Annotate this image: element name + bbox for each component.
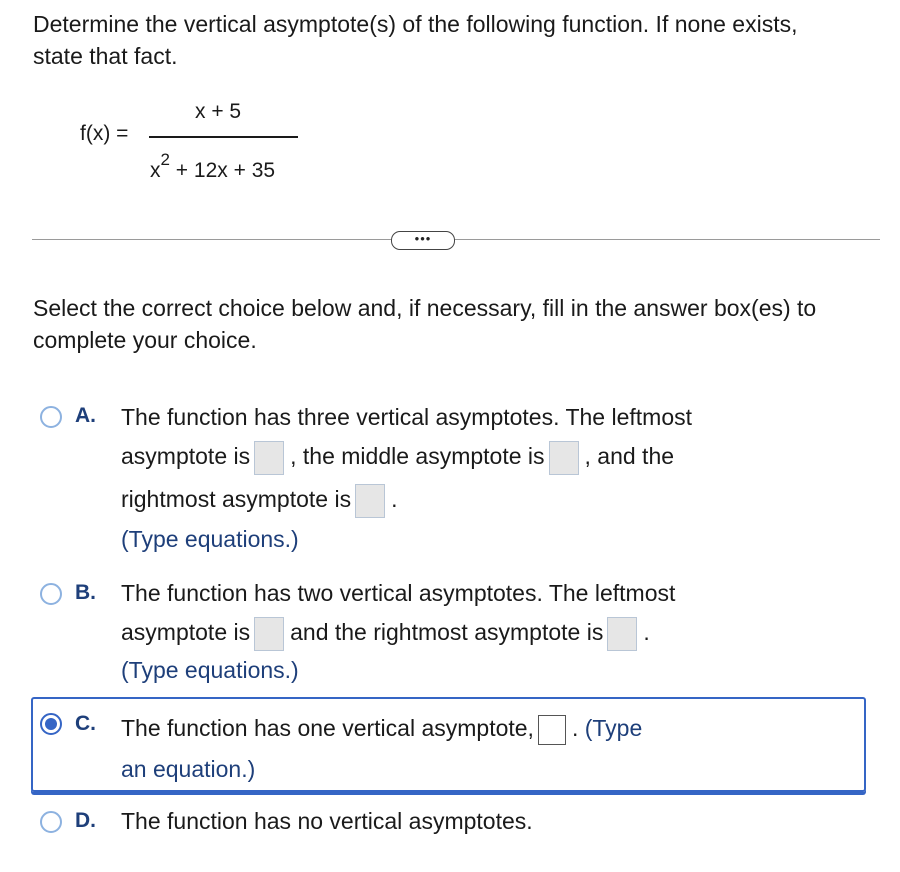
choice-b-leftmost-input[interactable] [254,617,284,651]
choice-b-line1: The function has two vertical asymptotes. The leftmost [121,580,676,606]
denominator-rest: + 12x + 35 [169,159,276,182]
choice-c-asymptote-input[interactable] [538,715,566,745]
choice-a-line2 [121,441,674,475]
choice-b-hint: (Type equations.) [121,657,299,683]
choice-a-middle-input[interactable] [549,441,579,475]
more-button[interactable]: ••• [391,231,455,250]
fraction-bar [149,136,298,138]
choice-b-text: and the rightmost asymptote is [290,619,604,646]
choice-c-text: . [571,715,579,741]
choice-b-letter: B. [75,581,96,604]
choice-a-hint: (Type equations.) [121,526,299,552]
question-prompt: Determine the vertical asymptote(s) of the following function. If none exists, state that fact. [33,11,798,69]
choice-a-radio[interactable] [40,406,62,428]
choice-a-text: , the middle asymptote is [290,443,545,470]
denominator-base: x [150,159,161,182]
choice-c-hint: (Type [584,715,643,741]
choice-b-rightmost-input[interactable] [607,617,637,651]
choice-d-letter: D. [75,809,96,832]
choice-d-line1: The function has no vertical asymptotes. [121,808,533,834]
choice-a-text: rightmost asymptote is [121,486,352,513]
choice-a-rightmost-input[interactable] [355,484,385,518]
choice-a-leftmost-input[interactable] [254,441,284,475]
choice-c-hint-line2: an equation.) [121,756,256,782]
choice-c-text: The function has one vertical asymptote, [121,715,534,741]
function-label: f(x) = [80,122,129,145]
choice-b-text: . [643,619,650,646]
choice-c-letter: C. [75,712,96,735]
choice-a-line1: The function has three vertical asymptotes. The leftmost [121,404,693,430]
choice-a-line3 [121,484,397,518]
choice-a-text: , and the [584,443,675,470]
choice-a-text: asymptote is [121,443,251,470]
choice-c-radio[interactable] [40,713,62,735]
choice-c-line1 [121,713,642,745]
choice-d-radio[interactable] [40,811,62,833]
choice-a-letter: A. [75,404,96,427]
section-divider [32,239,880,240]
function-numerator: x + 5 [195,100,242,123]
function-denominator [150,150,276,183]
choice-a-text: . [391,486,398,513]
choice-b-text: asymptote is [121,619,251,646]
denominator-exponent: 2 [160,150,170,169]
choice-b-radio[interactable] [40,583,62,605]
choice-b-line2 [121,617,650,651]
radio-selected-dot [45,718,57,730]
instruction-text: Select the correct choice below and, if necessary, fill in the answer box(es) to complete your choice. [33,295,817,353]
